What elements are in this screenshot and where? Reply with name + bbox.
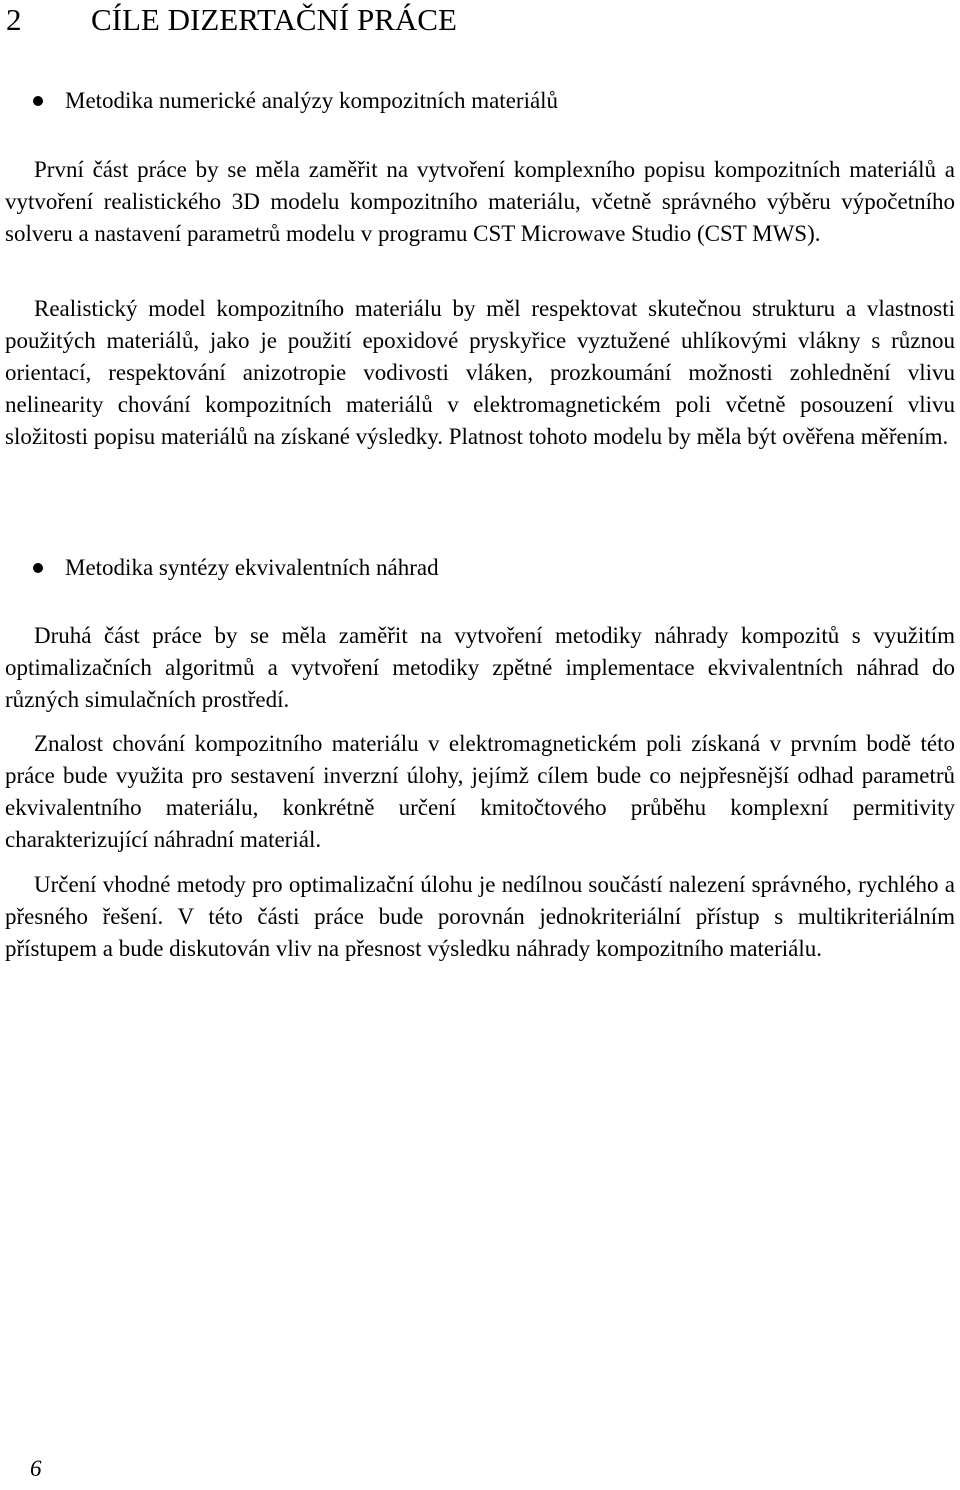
chapter-number: 2	[6, 2, 22, 37]
paragraph: Znalost chování kompozitního materiálu v elektromagnetickém poli získaná v prvním bodě této práce bude využita pro sestavení inverzní úlohy, jejímž cílem bude co nejpřesnější odhad parametrů ekvivalentního materiálu, konkrétně určení kmitočtového průběhu komplexní permitivity charakterizující náhradní materiál.	[5, 731, 955, 852]
paragraph: Realistický model kompozitního materiálu by měl respektovat skutečnou strukturu a vlastnosti použitých materiálů, jako je použití epoxidové pryskyřice vyztužené uhlíkovými vlákny s různou orientací, respektování anizotropie vodivosti vláken, prozkoumání možnosti zohlednění vlivu nelinearity chování kompozitních materiálů v elektromagnetickém poli včetně posouzení vlivu složitosti popisu materiálů na získané výsledky. Platnost tohoto modelu by měla být ověřena měřením.	[5, 296, 955, 449]
bullet-icon	[33, 96, 43, 106]
chapter-heading	[6, 2, 457, 38]
paragraph: První část práce by se měla zaměřit na vytvoření komplexního popisu kompozitních materiálů a vytvoření realistického 3D modelu kompozitního materiálu, včetně správného výběru výpočetního solveru a nastavení parametrů modelu v programu CST Microwave Studio (CST MWS).	[5, 157, 955, 246]
bullet-item-equivalent-synthesis	[33, 553, 439, 583]
chapter-title: CÍLE DIZERTAČNÍ PRÁCE	[91, 2, 457, 37]
paragraph: Určení vhodné metody pro optimalizační úlohu je nedílnou součástí nalezení správného, rychlého a přesného řešení. V této části práce bude porovnán jednokriteriální přístup s multikriteriálním přístupem a bude diskutován vliv na přesnost výsledku náhrady kompozitního materiálu.	[5, 872, 955, 961]
bullet-text: Metodika syntézy ekvivalentních náhrad	[65, 555, 439, 580]
bullet-item-numerical-analysis	[33, 86, 558, 116]
paragraph: Druhá část práce by se měla zaměřit na vytvoření metodiky náhrady kompozitů s využitím optimalizačních algoritmů a vytvoření metodiky zpětné implementace ekvivalentních náhrad do různých simulačních prostředí.	[5, 623, 955, 712]
bullet-text: Metodika numerické analýzy kompozitních materiálů	[65, 88, 559, 113]
page-number: 6	[30, 1456, 42, 1481]
bullet-icon	[33, 563, 43, 573]
